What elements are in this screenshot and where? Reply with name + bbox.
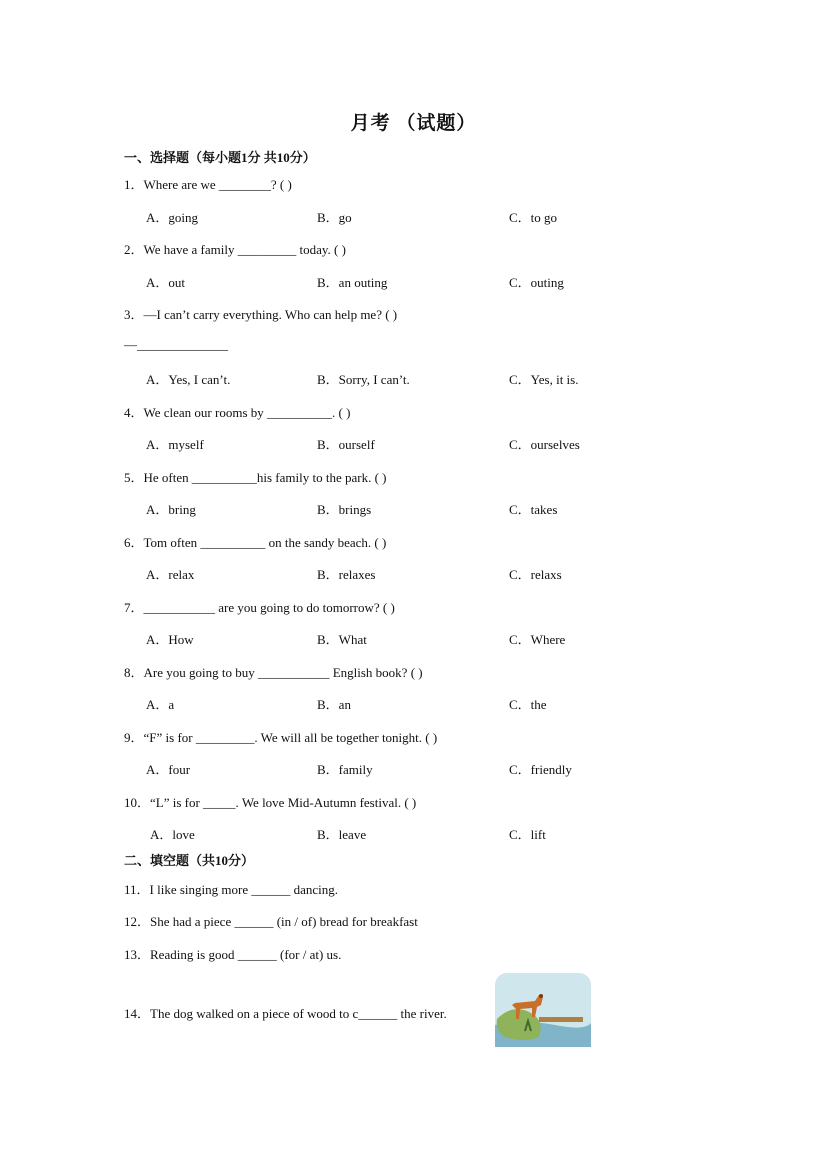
question-13: 13．Reading is good ______ (for / at) us. xyxy=(124,947,342,962)
q2-option-c: C．outing xyxy=(509,275,564,290)
section-2-heading: 二、填空题（共10分） xyxy=(124,853,255,868)
question-5: 5．He often __________his family to the park. ( ) xyxy=(124,470,387,485)
question-6: 6．Tom often __________ on the sandy beach. ( ) xyxy=(124,535,387,550)
q5-option-c: C．takes xyxy=(509,502,558,517)
q10-option-b: B．leave xyxy=(317,827,367,842)
q3-option-c: C．Yes, it is. xyxy=(509,372,579,387)
q8-option-b: B．an xyxy=(317,697,351,712)
question-11: 11．I like singing more ______ dancing. xyxy=(124,882,338,897)
q5-option-b: B．brings xyxy=(317,502,372,517)
question-9: 9．“F” is for _________. We will all be together tonight. ( ) xyxy=(124,730,438,745)
section-1-heading: 一、选择题（每小题1分 共10分） xyxy=(124,150,316,165)
question-1: 1．Where are we ________? ( ) xyxy=(124,177,292,192)
q6-option-c: C．relaxs xyxy=(509,567,562,582)
q4-option-a: A．myself xyxy=(146,437,204,452)
question-7: 7．___________ are you going to do tomorrow? ( ) xyxy=(124,600,395,615)
q2-option-b: B．an outing xyxy=(317,275,388,290)
q4-option-b: B．ourself xyxy=(317,437,375,452)
dog-river-illustration xyxy=(495,973,591,1047)
q3-answer-line: —______________ xyxy=(124,337,228,352)
q8-option-c: C．the xyxy=(509,697,547,712)
question-4: 4．We clean our rooms by __________. ( ) xyxy=(124,405,351,420)
question-12: 12．She had a piece ______ (in / of) bread for breakfast xyxy=(124,914,418,929)
q3-option-a: A．Yes, I can’t. xyxy=(146,372,231,387)
q10-option-a: A．love xyxy=(150,827,195,842)
question-14: 14．The dog walked on a piece of wood to c______ the river. xyxy=(124,1006,447,1021)
question-3: 3．—I can’t carry everything. Who can help me? ( ) xyxy=(124,307,398,322)
q7-option-c: C．Where xyxy=(509,632,566,647)
q9-option-b: B．family xyxy=(317,762,373,777)
question-2: 2．We have a family _________ today. ( ) xyxy=(124,242,346,257)
q2-option-a: A．out xyxy=(146,275,186,290)
question-10: 10．“L” is for _____. We love Mid-Autumn festival. ( ) xyxy=(124,795,417,810)
q1-option-a: A．going xyxy=(146,210,199,225)
q6-option-a: A．relax xyxy=(146,567,195,582)
q3-option-b: B．Sorry, I can’t. xyxy=(317,372,410,387)
q7-option-a: A．How xyxy=(146,632,194,647)
q8-option-a: A．a xyxy=(146,697,175,712)
q9-option-c: C．friendly xyxy=(509,762,572,777)
q1-option-c: C．to go xyxy=(509,210,558,225)
q9-option-a: A．four xyxy=(146,762,191,777)
q7-option-b: B．What xyxy=(317,632,367,647)
q5-option-a: A．bring xyxy=(146,502,196,517)
q6-option-b: B．relaxes xyxy=(317,567,376,582)
question-8: 8．Are you going to buy ___________ English book? ( ) xyxy=(124,665,423,680)
q10-option-c: C．lift xyxy=(509,827,546,842)
q1-option-b: B．go xyxy=(317,210,352,225)
page-title: 月考 （试题） xyxy=(350,113,477,134)
q4-option-c: C．ourselves xyxy=(509,437,580,452)
